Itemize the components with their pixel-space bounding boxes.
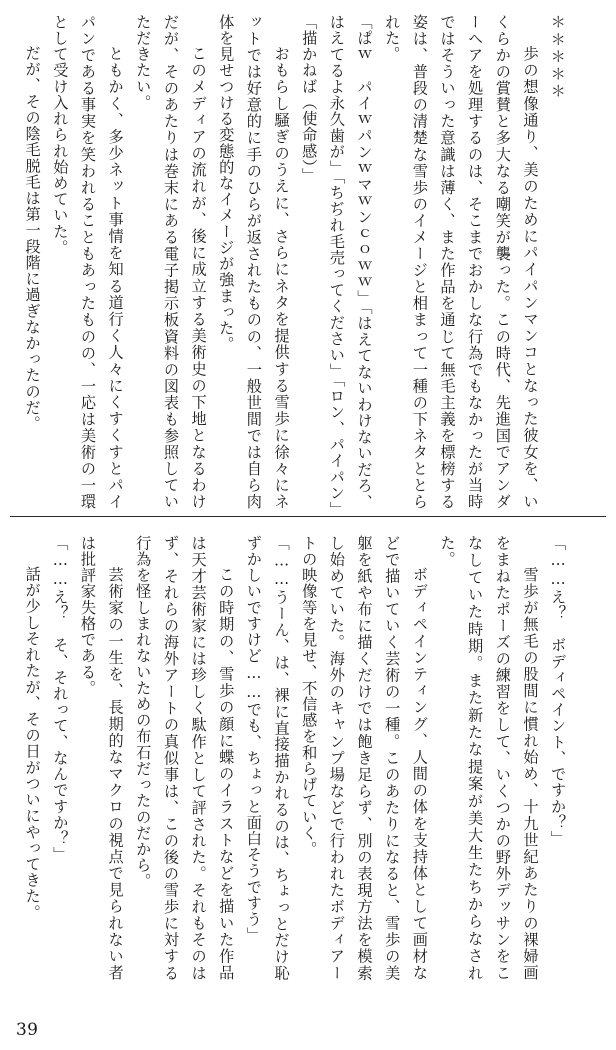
paragraph: 「ぱｗ パイｗパンｗマｗンｃｏｗｗ」「はえてないわけないだろ、はえてるよ永久歯が」「ちぢれ毛売ってください」「ロン、パイパン」「描かねば（使命感）」 [300,14,374,510]
paragraph: だが、その陰毛脱毛は第一段階に過ぎなかったのだ。 [23,29,42,432]
dialogue-line: 「……え？ ボディペイント、ですか？」 [549,535,568,847]
paragraph: 歩の想像通り、美のためにパイパンマンコとなった彼女を、いくらかの賞賛と多大なる嘲笑が襲った。この時代、先進国でアンダーヘアを処理するのは、そこまでおかしな行為でもなかったが当時ではそういった意識は薄く、また作品を通じて無毛主義を標榜する姿は、普段の清楚な雪歩のイメージと相まって一種の下ネタととられた。 [383,14,540,510]
paragraph: おもらし騒ぎのうえに、さらにネタを提供する雪歩に徐々にネットでは好意的に手のひらが返されたものの、一般世間では自ら肉体を見せつける変態的なイメージが強まった。 [217,14,291,510]
page-number: 39 [16,1020,39,1040]
paragraph: 雪歩が無毛の股間に慣れ始め、十九世紀あたりの裸婦画をまねたポーズの練習をして、いくつかの野外デッサンをこなしていた時期。また新たな提案が美大生たちからなされた。 [438,535,540,981]
paragraph: このメディアの流れが、後に成立する美術史の下地となるわけだが、そのあたりは巻末にある電子掲示板資料の図表も参照していただきたい。 [134,14,208,510]
paragraph: ボディペインティング、人間の体を支持体として画材などで描いていく芸術の一種。このあたりになると、雪歩の美躯を紙や布に描くだけでは飽き足らず、別の表現方法を模索し始めていた。海外のキャンプ場などで行われたボディアートの映像等を見せ、不信感を和らげていく。 [300,535,429,981]
top-text-section [0,0,616,516]
dialogue-line: 「……うーん、は、裸に直接描かれるのは、ちょっとだけ恥ずかしいですけど……でも、ちょっと面白そうですう」 [244,535,291,981]
bottom-text-section [0,517,616,987]
paragraph: ともかく、多少ネット事情を知る道行く人々にくすくすとパイパンである事実を笑われることもあったものの、一応は美術の一環として受け入れられ始めていた。 [51,14,125,510]
dialogue-line: 「……え？ そ、それって、なんですか？」 [51,535,70,863]
bottom-vertical-text-block [18,535,571,981]
paragraph: 芸術家の一生を、長期的なマクロの視点で見られない者は批評家失格である。 [78,535,125,981]
scene-break-marker: ＊＊＊＊＊ [548,14,567,101]
paragraph: この時期の、雪歩の顔に蝶のイラストなどを描いた作品は天才芸術家には珍しく駄作として評された。それもそのはず、それらの海外アートの真似事は、この後の雪歩に対する行為を怪しまれないための布石だったのだから。 [134,535,236,981]
paragraph: 話が少しそれたが、その日がついにやってきた。 [23,550,42,921]
top-vertical-text-block [18,14,571,510]
